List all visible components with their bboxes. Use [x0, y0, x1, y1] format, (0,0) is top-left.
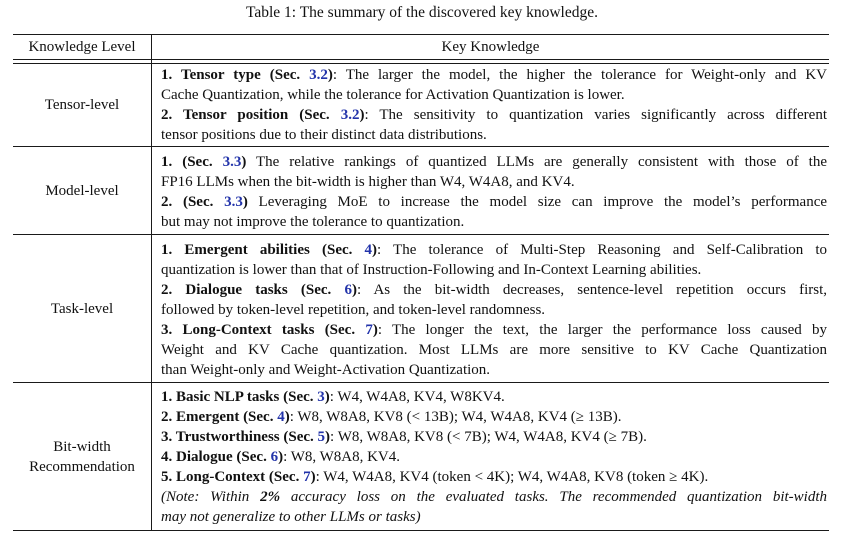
- key-line: 2. Tensor position (Sec. 3.2): The sensitivity to quantization varies significantly across different: [161, 107, 828, 123]
- level-model: [13, 147, 151, 234]
- key-line: 2. Dialogue tasks (Sec. 6): As the bit-width decreases, sentence-level repetition occurs first,: [161, 282, 828, 298]
- header-key-knowledge: Key Knowledge: [441, 39, 540, 55]
- header-rule: [13, 59, 829, 60]
- table-caption: Table 1: The summary of the discovered key knowledge.: [245, 4, 598, 21]
- key-line: but may not improve the tolerance to quantization.: [161, 214, 465, 230]
- key-line: than Weight-only and Weight-Activation Quantization.: [161, 362, 491, 378]
- key-line: tensor positions due to their distinct data distributions.: [161, 127, 487, 143]
- key-line: 4. Dialogue (Sec. 6): W8, W8A8, KV4.: [161, 449, 401, 465]
- key-line: quantization is lower than that of Instruction-Following and In-Context Learning abilities.: [161, 262, 702, 278]
- key-line: 1. (Sec. 3.3) The relative rankings of quantized LLMs are generally consistent with those of the: [161, 154, 827, 170]
- key-line: followed by token-level repetition, and token-level randomness.: [161, 302, 546, 318]
- key-tensor: [161, 65, 827, 145]
- key-line: 5. Long-Context (Sec. 7): W4, W4A8, KV4 (token < 4K); W4, W4A8, KV8 (token ≥ 4K).: [161, 469, 709, 485]
- note-line: may not generalize to other LLMs or tasks): [161, 509, 421, 525]
- level-label-line2: Recommendation: [29, 458, 135, 475]
- level-bitwidth: [13, 383, 151, 530]
- level-label: Tensor-level: [44, 97, 120, 113]
- note-line: (Note: Within 2% accuracy loss on the evaluated tasks. The recommended quantization bit-width: [161, 489, 827, 505]
- key-line: Weight and KV Cache quantization. Most LLMs are more sensitive to KV Cache Quantization: [161, 342, 827, 358]
- level-label: Model-level: [45, 182, 119, 199]
- level-tensor: [13, 64, 151, 146]
- key-line: FP16 LLMs when the bit-width is higher than W4, W4A8, and KV4.: [161, 174, 575, 190]
- key-line: 1. Emergent abilities (Sec. 4): The tolerance of Multi-Step Reasoning and Self-Calibration to: [161, 242, 828, 258]
- key-line: 2. Emergent (Sec. 4): W8, W8A8, KV8 (< 13B); W4, W4A8, KV4 (≥ 13B).: [161, 409, 622, 425]
- column-divider: [151, 35, 152, 531]
- key-bitwidth: [161, 387, 827, 527]
- header-knowledge-level: Knowledge Level: [28, 39, 136, 55]
- key-line: Cache Quantization, while the tolerance for Activation Quantization is lower.: [161, 87, 625, 103]
- key-line: 1. Tensor type (Sec. 3.2): The larger the model, the higher the tolerance for Weight-only and KV: [161, 67, 827, 83]
- level-label-line1: Bit-width: [53, 438, 111, 455]
- bottom-rule: [13, 530, 829, 531]
- key-model: [161, 152, 827, 232]
- key-line: 2. (Sec. 3.3) Leveraging MoE to increase the model size can improve the model’s performance: [161, 194, 828, 210]
- key-task: [161, 240, 827, 380]
- level-task: [13, 235, 151, 382]
- key-line: 3. Trustworthiness (Sec. 5): W8, W8A8, KV8 (< 7B); W4, W4A8, KV4 (≥ 7B).: [161, 429, 647, 445]
- key-line: 3. Long-Context tasks (Sec. 7): The longer the text, the larger the performance loss caused by: [161, 322, 827, 338]
- key-line: 1. Basic NLP tasks (Sec. 3): W4, W4A8, KV4, W8KV4.: [161, 389, 505, 405]
- level-label: Task-level: [50, 300, 114, 317]
